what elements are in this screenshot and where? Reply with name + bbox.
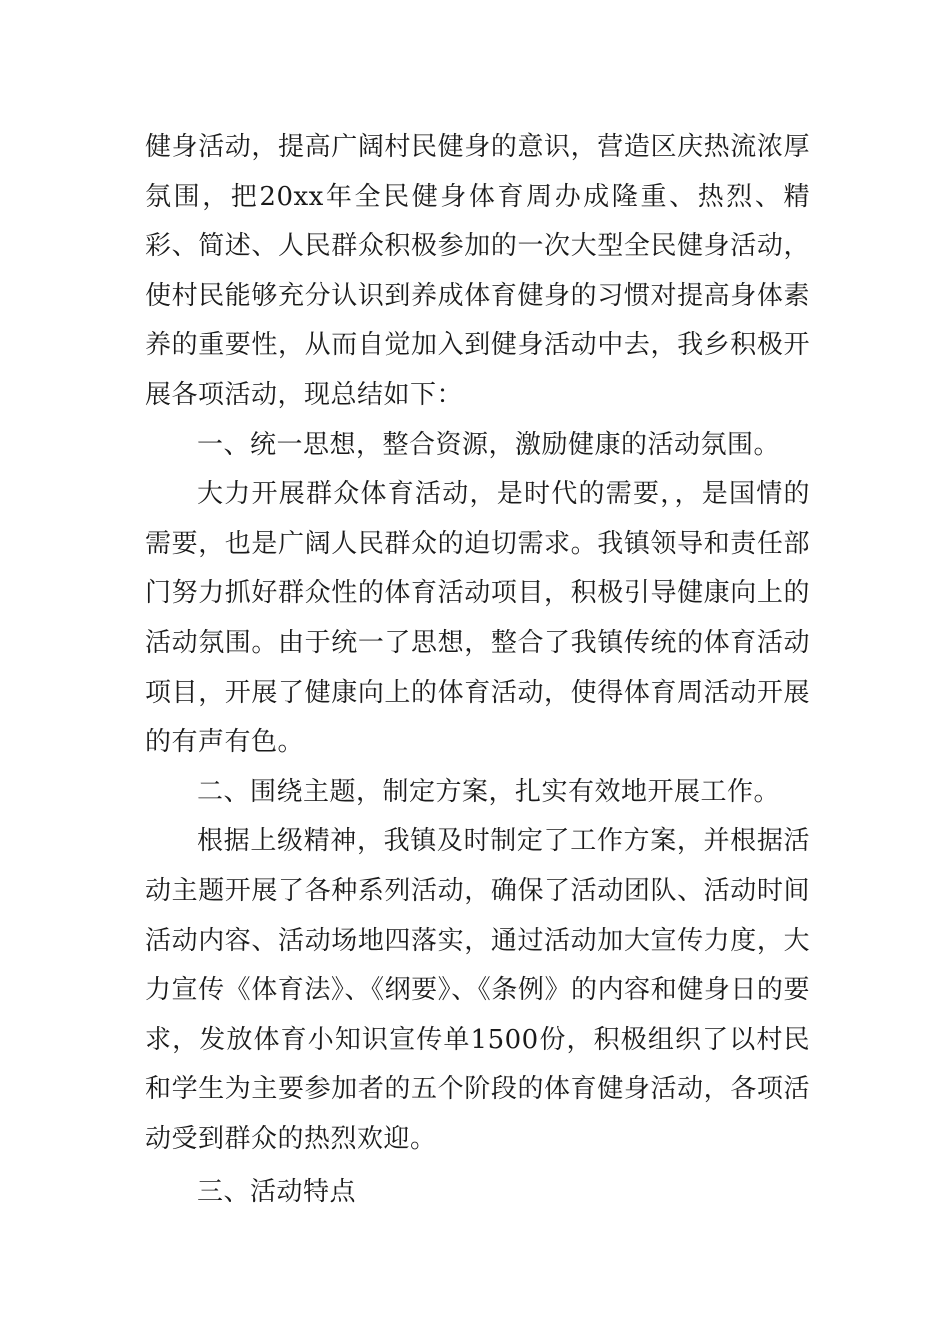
section-heading-2: 二、围绕主题，制定方案，扎实有效地开展工作。: [197, 776, 781, 807]
paragraph-section-1: 大力开展群众体育活动，是时代的需要，，是国情的需要，也是广阔人民群众的迫切需求。我镇领导和责任部门努力抓好群众性的体育活动项目，积极引导健康向上的活动氛围。由于统一了思想，整合了我镇传统的体育活动项目，开展了健康向上的体育活动，使得体育周活动开展的有声有色。: [145, 479, 810, 758]
paragraph-intro: 健身活动，提高广阔村民健身的意识，营造区庆热流浓厚氛围，把20xx年全民健身体育周办成隆重、热烈、精彩、简述、人民群众积极参加的一次大型全民健身活动，使村民能够充分认识到养成体育健身的习惯对提高身体素养的重要性，从而自觉加入到健身活动中去，我乡积极开展各项活动，现总结如下：: [145, 132, 810, 410]
section-heading-3: 三、活动特点: [197, 1177, 357, 1208]
section-heading-1: 一、统一思想，整合资源，激励健康的活动氛围。: [197, 429, 781, 460]
paragraph-section-2: 根据上级精神，我镇及时制定了工作方案，并根据活动主题开展了各种系列活动，确保了活动团队、活动时间活动内容、活动场地四落实，通过活动加大宣传力度，大力宣传《体育法》、《纲要》、《条例》的内容和健身日的要求，发放体育小知识宣传单1500份，积极组织了以村民和学生为主要参加者的五个阶段的体育健身活动，各项活动受到群众的热烈欢迎。: [145, 826, 810, 1154]
document-body: [145, 123, 810, 1218]
